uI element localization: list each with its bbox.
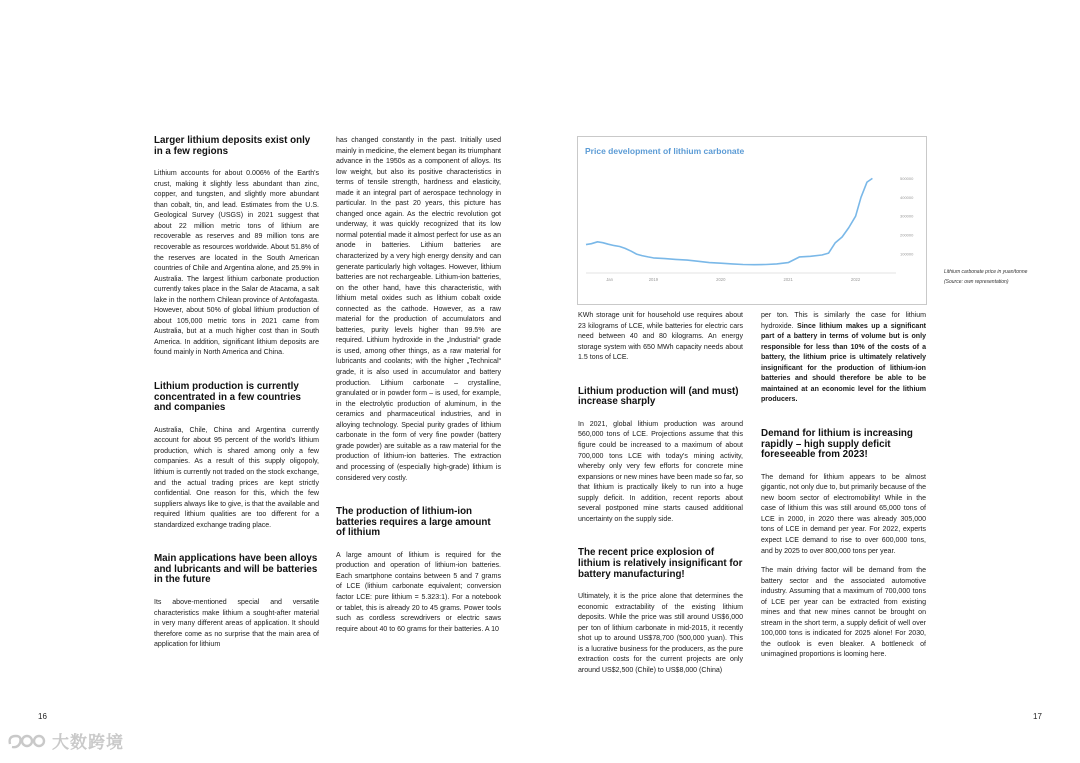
paragraph-production-concentrated: Australia, Chile, China and Argentina currently account for about 95 percent of the world's lithium production, which is shared among only a few companies. As a result of this supply oligopoly, lithium is currently not traded on the stock exchange, and the actual trading prices are kept strictly confidential. One reason for this, which the few suppliers always like to give, is that the available and required lithium qualities are too different for a standardized exchange trading place. <box>154 426 319 529</box>
paragraph-lithium-history: has changed constantly in the past. Initially used mainly in medicine, the element began its triumphant advance in the 1950s as a component of alloys. Its low weight, but also its positive characteristics in terms of tensile strength, hardness and elasticity, made it an integral part of aerospace technology in particular. In the past 20 years, this picture has changed once again. As the electric revolution got underway, it was quickly recognized that its low normal potential made it almost perfect for use as an anode in batteries. Lithium batteries are characterized by a very high energy density and can generate particularly high voltages. However, lithium batteries are not rechargeable. Lithium-ion batteries, on the other hand, have this characteristic, with lithium metal oxides such as lithium cobalt oxide connected as the cathode. However, as a raw material for the production of accumulators and batteries, purity levels higher than 99.5% are required. Lithium hydroxide in the „Industrial“ grade is used, among other things, as a raw material for lubricants and coolants; with the higher „Technical“ grade, it is also used in accumulator and battery production. Lithium carbonate – crystalline, granulated or in powder form – is used, for example, in the electrolytic production of aluminum, in the ceramics and pharmaceutical industries, and in alloying technology. Special purity grades of lithium carbonate in the form of very fine powder (battery grade powder) are suitable as a raw material for the production of lithium-ion batteries. The extraction and processing of (especially high-grade) lithium is considered very costly. <box>336 137 501 482</box>
heading-production-concentrated: Lithium production is currently concentrated in a few countries and companies <box>154 381 301 414</box>
heading-price-explosion: The recent price explosion of lithium is relatively insignificant for battery manufacturing! <box>578 547 743 580</box>
paragraph-price-significance-plain: per ton. This is similarly the case for lithium hydroxide. <box>761 312 926 330</box>
paragraph-price-significance <box>761 311 926 406</box>
watermark <box>6 728 124 753</box>
paragraph-price-explosion: Ultimately, it is the price alone that determines the economic extractability of the existing lithium deposits. While the price was still around US$6,000 per ton of lithium carbonate in mid-2015, it recently shot up to around US$78,700 (500,000 yuan). This is a lucrative business for the producers, as the pure extraction costs for the current projects are only around US$2,500 (Chile) to US$8,000 (China) <box>578 593 743 674</box>
x-tick-label: 2022 <box>850 277 861 282</box>
y-tick-label: 100000 <box>900 251 914 257</box>
y-tick-label: 200000 <box>900 232 914 238</box>
x-tick-label: Jan <box>606 277 613 282</box>
y-tick-label: 300000 <box>900 213 914 219</box>
column-1 <box>154 136 319 660</box>
chart-caption <box>944 267 1054 287</box>
heading-main-applications: Main applications have been alloys and lubricants and will be batteries in the future <box>154 553 318 586</box>
caption-line-1: Lithium carbonate price in yuan/tonne <box>944 269 1028 275</box>
paragraph-production-increase: In 2021, global lithium production was around 560,000 tons of LCE. Projections assume that this figure could be increased to a maximum of about 700,000 tons LCE with today's mining activity, whereby only very few efforts for concrete mine expansions or new mines have been made so far, so that lithium is practically likely to run into a huge supply deficit. In addition, recent reports about several postponed mine starts caused additional uncertainty on the supply side. <box>578 420 743 523</box>
paragraph-battery-production: A large amount of lithium is required for the production and operation of lithium-ion batteries. Each smartphone contains between 5 and 7 grams of LCE (lithium carbonate equivalent; conversion factor LCE: pure lithium = 5.323:1). For a notebook or tablet, this is already 20 to 45 grams. Power tools such as cordless screwdrivers or electric saws require about 40 to 60 grams for their batteries. A 10 <box>336 551 501 633</box>
watermark-logo-icon <box>6 730 48 752</box>
heading-demand-increasing: Demand for lithium is increasing rapidly – high supply deficit foreseeable from 2023! <box>761 427 913 461</box>
y-tick-label: 400000 <box>900 194 914 200</box>
caption-line-2: (Source: own representation) <box>944 279 1009 285</box>
price-chart <box>577 136 927 305</box>
heading-battery-production: The production of lithium-ion batteries requires a large amount of lithium <box>336 506 491 539</box>
paragraph-demand-2: The main driving factor will be demand from the battery sector and the associated automotive industry. Assuming that a maximum of 700,000 tons of LCE per year can be extracted from existing mines and that new mines cannot be brought on stream in the short term, a supply deficit of well over 100,000 tons is indicated for 2025 alone! For 2030, the outlook is even bleaker. A bottleneck of unimagined proportions is looming here. <box>761 567 926 659</box>
x-tick-label: 2020 <box>716 277 726 282</box>
watermark-text: 大数跨境 <box>52 733 124 752</box>
x-tick-label: 2021 <box>783 277 793 282</box>
paragraph-price-significance-bold: Since lithium makes up a significant part of a battery in terms of volume but is only responsible for less than 10% of the costs of a battery, the lithium price is ultimately relatively insignificant for the production of lithium-ion batteries and should therefore be able to be maintained at an economic level for the lithium producers. <box>761 322 926 404</box>
column-4 <box>761 311 926 670</box>
price-chart-plot <box>578 137 926 304</box>
y-tick-label: 500000 <box>900 175 914 181</box>
heading-production-increase: Lithium production will (and must) increase sharply <box>578 385 739 408</box>
column-2 <box>336 136 501 644</box>
chart-title: Price development of lithium carbonate <box>585 146 745 156</box>
page-number-right: 17 <box>1033 712 1042 721</box>
paragraph-demand-1: The demand for lithium appears to be almost gigantic, not only due to, but primarily because of the new boom sector of electromobility! While in the case of lithium this was still around 65,000 tons of LCE in 2000, in 2020 there was already 305,000 tons of LCE in demand per year. For 2022, experts expect LCE demand to rise to over 600,000 tons, and by 2025 to over 800,000 tons per year. <box>761 473 926 555</box>
series-line-lithium-price <box>586 178 872 264</box>
paragraph-main-applications: Its above-mentioned special and versatile characteristics make lithium a sought-after material in very many different areas of application. It should therefore come as no surprise that the main area of application for lithium <box>154 599 319 649</box>
paragraph-storage-requirements: KWh storage unit for household use requires about 23 kilograms of LCE, while batteries for electric cars need between 40 and 80 kilograms. An energy storage system with 650 MWh capacity needs about 1.5 tons of LCE. <box>578 312 743 362</box>
heading-lithium-deposits: Larger lithium deposits exist only in a few regions <box>154 135 311 157</box>
page-number-left: 16 <box>38 712 47 721</box>
column-3 <box>578 311 743 686</box>
paragraph-lithium-deposits: Lithium accounts for about 0.006% of the Earth's crust, making it slightly less abundant than zinc, copper, and tungsten, and slightly more abundant than cobalt, tin, and lead. Estimates from the U.S. Geological Survey (USGS) in 2021 suggest that about 22 million metric tons of lithium are recoverable as reserves and 89 million tons are recoverable as resources worldwide. About 51.8% of the reserves are located in the South American countries of Chile and Argentina alone, and 25.9% in Australia. The largest lithium carbonate production currently takes place in the Salar de Atacama, a salt lake in the northern Chilean province of Antofagasta. However, about 50% of global lithium production of about 105,000 metric tons in 2021 came from Australia, but at a much higher cost than in South America. In addition, significant lithium deposits are found mainly in North America and China. <box>154 170 319 357</box>
x-tick-label: 2019 <box>648 277 659 282</box>
